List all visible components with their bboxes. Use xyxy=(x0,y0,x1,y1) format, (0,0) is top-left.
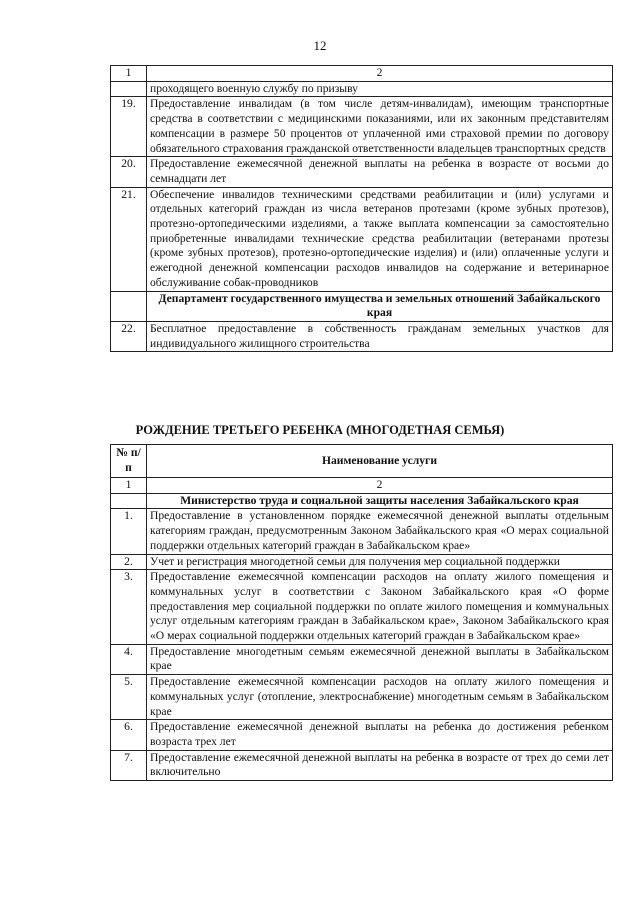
column-header-number: № п/п xyxy=(111,445,147,478)
service-name: Предоставление многодетным семьям ежемесячной денежной выплаты в Забайкальском крае xyxy=(147,644,613,674)
table-row xyxy=(111,81,613,97)
department-row xyxy=(111,291,613,321)
service-name: Предоставление инвалидам (в том числе детям-инвалидам), имеющим транспортные средства в соответствии с медицинскими показаниями, или их законным представителям компенсации в размере 50 процентов от уплаченной ими страховой премии по договору обязательного страхования гражданской ответственности владельцев транспортных средств xyxy=(147,97,613,157)
row-number: 19. xyxy=(111,97,147,157)
service-name: Предоставление ежемесячной денежной выплаты на ребенка в возрасте от трех до семи лет включительно xyxy=(147,750,613,780)
continuation-text: проходящего военную службу по призыву xyxy=(147,81,613,97)
page-number: 12 xyxy=(313,38,327,53)
table-header-row xyxy=(111,478,613,494)
table-row xyxy=(111,157,613,187)
row-number: 1. xyxy=(111,509,147,554)
column-headers-row xyxy=(111,445,613,478)
table-row xyxy=(111,750,613,780)
row-number: 22. xyxy=(111,321,147,351)
column-number-1: 1 xyxy=(111,66,147,82)
row-number: 20. xyxy=(111,157,147,187)
row-number: 21. xyxy=(111,187,147,291)
row-number: 6. xyxy=(111,720,147,750)
row-number: 2. xyxy=(111,554,147,570)
department-name: Министерство труда и социальной защиты населения Забайкальского края xyxy=(147,493,613,509)
services-table-continued xyxy=(110,65,613,352)
service-name: Учет и регистрация многодетной семьи для получения мер социальной поддержки xyxy=(147,554,613,570)
table-row xyxy=(111,97,613,157)
column-number-2: 2 xyxy=(147,478,613,494)
table-row xyxy=(111,554,613,570)
department-number-cell xyxy=(111,493,147,509)
table-row xyxy=(111,321,613,351)
column-number-2: 2 xyxy=(147,66,613,82)
service-name: Предоставление ежемесячной денежной выплаты на ребенка до достижения ребенком возраста трех лет xyxy=(147,720,613,750)
table-header-row xyxy=(111,66,613,82)
department-row xyxy=(111,493,613,509)
third-child-services-table-body xyxy=(111,445,613,781)
service-name: Предоставление в установленном порядке ежемесячной денежной выплаты отдельным категориям граждан, предусмотренным Законом Забайкальского края «О мерах социальной поддержки отдельных категорий граждан в Забайкальском крае» xyxy=(147,509,613,554)
row-number: 3. xyxy=(111,570,147,645)
department-name: Департамент государственного имущества и земельных отношений Забайкальского края xyxy=(147,291,613,321)
service-name: Обеспечение инвалидов техническими средствами реабилитации и (или) услугами и отдельных категорий граждан из числа ветеранов протезами (кроме зубных протезов), протезно-ортопедическими изделиями, а также выплата компенсации за самостоятельно приобретенные инвалидами технические средства реабилитации (ветеранами протезы (кроме зубных протезов), протезно-ортопедические изделия) и (или) оплаченные услуги и ежегодной денежной компенсации расходов инвалидов на содержание и ветеринарное обслуживание собак-проводников xyxy=(147,187,613,291)
third-child-services-table xyxy=(110,444,613,781)
department-number-cell xyxy=(111,291,147,321)
table-row xyxy=(111,720,613,750)
table-row xyxy=(111,509,613,554)
table-row xyxy=(111,644,613,674)
row-number: 5. xyxy=(111,675,147,720)
table-row xyxy=(111,187,613,291)
table-row xyxy=(111,675,613,720)
column-number-1: 1 xyxy=(111,478,147,494)
service-name: Предоставление ежемесячной компенсации расходов на оплату жилого помещения и коммунальных услуг в соответствии с Законом Забайкальского края «О форме предоставления мер социальной поддержки по оплате жилого помещения и коммунальных услуг отдельным категориям граждан в Забайкальском крае», Законом Забайкальского края «О мерах социальной поддержки отдельных категорий граждан в Забайкальском крае» xyxy=(147,570,613,645)
table-row xyxy=(111,570,613,645)
service-name: Предоставление ежемесячной денежной выплаты на ребенка в возрасте от восьми до семнадцати лет xyxy=(147,157,613,187)
service-name: Бесплатное предоставление в собственность гражданам земельных участков для индивидуального жилищного строительства xyxy=(147,321,613,351)
row-number: 7. xyxy=(111,750,147,780)
services-table-continued-body xyxy=(111,66,613,352)
section-title: РОЖДЕНИЕ ТРЕТЬЕГО РЕБЕНКА (МНОГОДЕТНАЯ СЕМЬЯ) xyxy=(135,423,505,437)
column-header-service-name: Наименование услуги xyxy=(147,445,613,478)
service-name: Предоставление ежемесячной компенсации расходов на оплату жилого помещения и коммунальных услуг (отопление, электроснабжение) многодетным семьям в Забайкальском крае xyxy=(147,675,613,720)
row-number xyxy=(111,81,147,97)
row-number: 4. xyxy=(111,644,147,674)
